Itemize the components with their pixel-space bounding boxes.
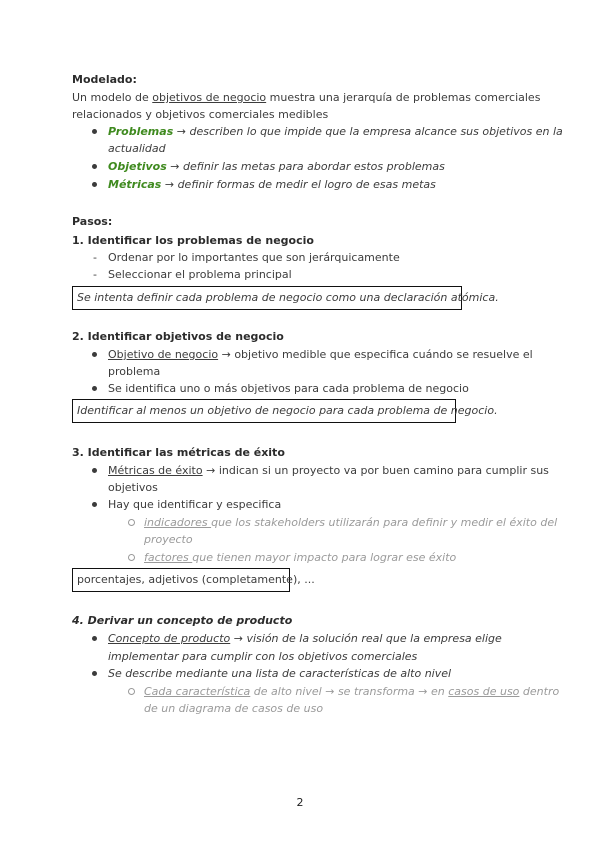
bullet-icon: [92, 352, 97, 357]
step2-note-box: Identificar al menos un objetivo de negocio para cada problema de negocio.: [72, 399, 456, 423]
definition: → indican si un proyecto va por buen camino para cumplir sus: [202, 464, 549, 477]
step3-subitem-1-cont: proyecto: [144, 533, 193, 546]
bullet-icon: [92, 182, 97, 187]
hollow-bullet-icon: [128, 519, 135, 526]
term: Problemas: [108, 125, 174, 138]
bullet-icon: [92, 636, 97, 641]
hollow-bullet-icon: [128, 688, 135, 695]
step4-item-1-cont: implementar para cumplir con los objetivos comerciales: [108, 650, 418, 663]
term-link: casos de uso: [448, 685, 520, 698]
list-item-metricas: [108, 176, 436, 193]
term-link: factores: [144, 551, 193, 564]
bullet-icon: [92, 164, 97, 169]
step4-subitem-1: [144, 683, 559, 700]
definition: → visión de la solución real que la empresa elige: [230, 632, 502, 645]
term-link: Métricas de éxito: [108, 464, 203, 477]
section-title-modelado: Modelado:: [72, 73, 137, 86]
section-title-pasos: Pasos:: [72, 215, 113, 228]
page-number: 2: [296, 796, 304, 809]
list-item-problemas-cont: actualidad: [108, 142, 166, 155]
bullet-icon: [92, 468, 97, 473]
intro-text-post: muestra una jerarquía de problemas comerciales: [266, 91, 541, 104]
step4-subitem-1-cont: de un diagrama de casos de uso: [144, 702, 324, 715]
modelado-intro: [72, 89, 540, 106]
hollow-bullet-icon: [128, 554, 135, 561]
intro-link: objetivos de negocio: [152, 91, 267, 104]
list-item-problemas: [108, 123, 563, 140]
bullet-icon: [92, 671, 97, 676]
step1-item-2: Seleccionar el problema principal: [108, 268, 292, 281]
definition: que los stakeholders utilizarán para definir y medir el éxito del: [211, 516, 558, 529]
bullet-icon: [92, 386, 97, 391]
step1-item-1: Ordenar por lo importantes que son jerárquicamente: [108, 251, 400, 264]
term-link: indicadores: [144, 516, 212, 529]
definition: → definir las metas para abordar estos problemas: [166, 160, 445, 173]
step3-title: 3. Identificar las métricas de éxito: [72, 446, 285, 459]
definition: → describen lo que impide que la empresa alcance sus objetivos en la: [173, 125, 563, 138]
intro-text: Un modelo de: [72, 91, 153, 104]
step2-title: 2. Identificar objetivos de negocio: [72, 330, 284, 343]
dash-icon: -: [93, 268, 97, 281]
definition-end: dentro: [519, 685, 560, 698]
bullet-icon: [92, 502, 97, 507]
definition: que tienen mayor impacto para lograr ese éxito: [192, 551, 457, 564]
step4-item-1: [108, 630, 502, 647]
step2-item-2: Se identifica uno o más objetivos para cada problema de negocio: [108, 382, 469, 395]
term-link: Objetivo de negocio: [108, 348, 219, 361]
modelado-intro-line2: relacionados y objetivos comerciales medibles: [72, 108, 329, 121]
step1-note-box: Se intenta definir cada problema de negocio como una declaración atómica.: [72, 286, 462, 310]
step3-subitem-2: [144, 549, 456, 566]
step1-title: 1. Identificar los problemas de negocio: [72, 234, 314, 247]
definition: → objetivo medible que especifica cuándo se resuelve el: [218, 348, 533, 361]
step2-item-1-cont: problema: [108, 365, 161, 378]
dash-icon: -: [93, 251, 97, 264]
step3-subitem-1: [144, 514, 557, 531]
term-link: Cada característica: [144, 685, 251, 698]
step3-item-2: Hay que identificar y especifica: [108, 498, 282, 511]
step4-item-2: Se describe mediante una lista de características de alto nivel: [108, 667, 452, 680]
step3-item-1-cont: objetivos: [108, 481, 158, 494]
term: Objetivos: [108, 160, 167, 173]
term-link: Concepto de producto: [108, 632, 231, 645]
step3-item-1: [108, 462, 549, 479]
term: Métricas: [108, 178, 162, 191]
definition: de alto nivel → se transforma → en: [250, 685, 449, 698]
list-item-objetivos: [108, 158, 445, 175]
step4-title: 4. Derivar un concepto de producto: [72, 614, 293, 627]
definition: → definir formas de medir el logro de esas metas: [161, 178, 436, 191]
step2-item-1: [108, 346, 533, 363]
step3-note-box: porcentajes, adjetivos (completamente), ...: [72, 568, 290, 592]
bullet-icon: [92, 129, 97, 134]
